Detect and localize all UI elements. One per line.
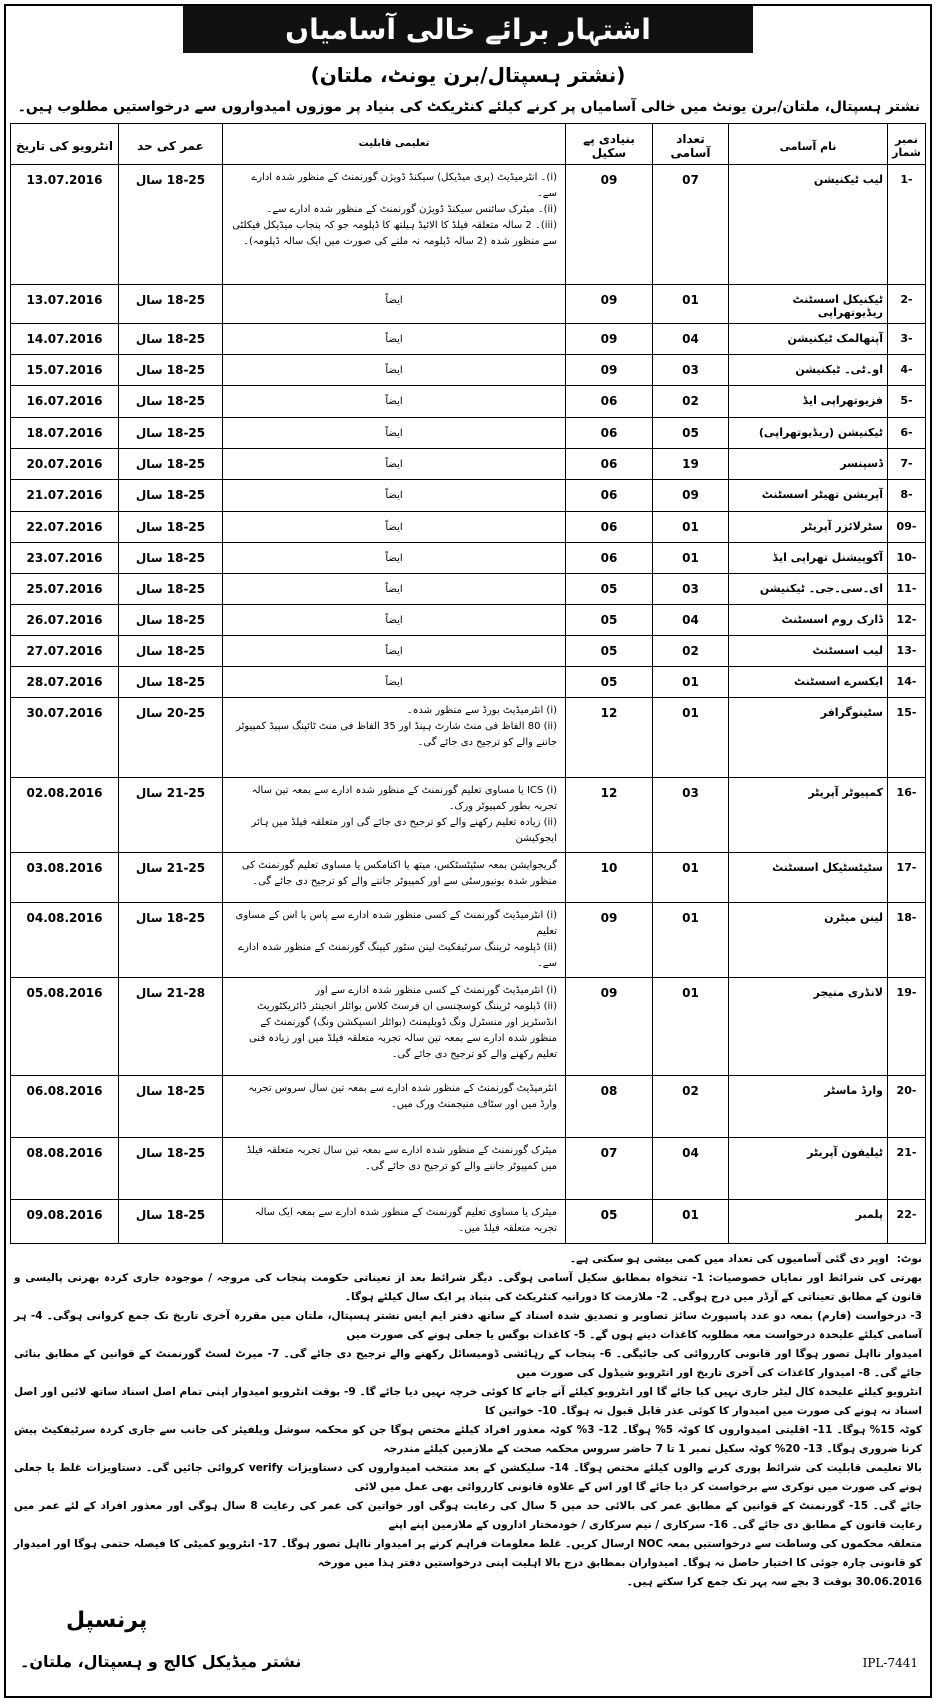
age-limit: 18-25 سال xyxy=(119,449,223,480)
table-row xyxy=(11,386,926,418)
qualification-line: (i) انٹرمیڈیٹ گورنمنٹ کے کسی منظور شدہ ادارے سے اور xyxy=(315,985,557,996)
post-name: فزیوتھراپی ایڈ xyxy=(729,386,888,418)
post-name: ڈسپنسر xyxy=(729,449,888,480)
post-count: 01 xyxy=(653,853,729,903)
post-name: وارڈ ماسٹر xyxy=(729,1076,888,1138)
interview-date: 16.07.2016 xyxy=(11,386,119,418)
serial-number: -11 xyxy=(888,574,926,605)
qualification-line: ایضاً xyxy=(385,677,403,688)
qualification xyxy=(223,355,566,386)
note-line: 3- درخواست (فارم) بمعہ دو عدد پاسپورٹ سائز تصاویر و تصدیق شدہ اسناد کے ساتھ دفتر ایم ایس نشتر ہسپتال، ملتان میں مقررہ آخری تاریخ تک جمع کروانی ہوگی۔ 4- ہر آسامی کیلئے علیحدہ درخواست معہ مطلوبہ کاغذات دینے ہوں گے۔ 5- کاغذات بوگس یا جعلی ہونے کی صورت میں xyxy=(14,1310,922,1341)
pay-scale: 09 xyxy=(566,324,653,355)
table-row xyxy=(11,778,926,853)
age-limit: 20-25 سال xyxy=(119,698,223,778)
table-row xyxy=(11,903,926,978)
serial-number: -16 xyxy=(888,778,926,853)
interview-date: 05.08.2016 xyxy=(11,978,119,1076)
qualification xyxy=(223,512,566,543)
interview-date: 28.07.2016 xyxy=(11,667,119,698)
qualification-line: ایضاً xyxy=(385,522,403,533)
notes-label: نوٹ: xyxy=(896,1253,922,1265)
post-name: ایکسرے اسسٹنٹ xyxy=(729,667,888,698)
qualification xyxy=(223,978,566,1076)
serial-number: -3 xyxy=(888,324,926,355)
qualification-line: ایضاً xyxy=(385,334,403,345)
qualification-line: ایضاً xyxy=(385,295,403,306)
table-row xyxy=(11,698,926,778)
age-limit: 21-28 سال xyxy=(119,978,223,1076)
post-count: 02 xyxy=(653,386,729,418)
interview-date: 18.07.2016 xyxy=(11,418,119,449)
signature-org: نشتر میڈیکل کالج و ہسپتال، ملتان۔ xyxy=(20,1652,302,1671)
post-count: 01 xyxy=(653,978,729,1076)
qualification-line: میٹرک یا مساوی تعلیم گورنمنٹ کے منظور شدہ ادارے سے بمعہ ایک سالہ تجربہ متعلقہ فیلڈ میں۔ xyxy=(254,1207,557,1234)
age-limit: 18-25 سال xyxy=(119,605,223,636)
qualification xyxy=(223,285,566,324)
table-row xyxy=(11,324,926,355)
qualification-line: ایضاً xyxy=(385,428,403,439)
pay-scale: 05 xyxy=(566,1200,653,1244)
post-count: 02 xyxy=(653,1076,729,1138)
interview-date: 23.07.2016 xyxy=(11,543,119,574)
serial-number: -1 xyxy=(888,165,926,285)
qualification-line: (i) انٹرمیڈیٹ بورڈ سے منظور شدہ۔ xyxy=(406,705,557,716)
pay-scale: 06 xyxy=(566,512,653,543)
serial-number: -19 xyxy=(888,978,926,1076)
post-count: 09 xyxy=(653,480,729,512)
qualification-line: میٹرک گورنمنٹ کے منظور شدہ ادارے سے بمعہ تین سال تجربہ متعلقہ فیلڈ میں کمپیوٹر جاننے والے کو ترجیح دی جائے گی۔ xyxy=(246,1145,557,1172)
pay-scale: 09 xyxy=(566,285,653,324)
post-name: آپتھالمک ٹیکنیشن xyxy=(729,324,888,355)
ad-title: اشتہار برائے خالی آسامیاں xyxy=(183,6,753,53)
qualification-line: ایضاً xyxy=(385,584,403,595)
pay-scale: 06 xyxy=(566,386,653,418)
post-count: 03 xyxy=(653,355,729,386)
age-limit: 18-25 سال xyxy=(119,324,223,355)
table-row xyxy=(11,667,926,698)
qualification xyxy=(223,605,566,636)
table-row xyxy=(11,418,926,449)
age-limit: 18-25 سال xyxy=(119,285,223,324)
interview-date: 27.07.2016 xyxy=(11,636,119,667)
note-line: جائے گی۔ 15- گورنمنٹ کے قوانین کے مطابق عمر کی بالائی حد میں 5 سال کی رعایت ہوگی اور خواتین کی عمر کی رعایت 8 سال ہوگی اور معذور افراد کے لئے عمر میں رعایت قانون کے مطابق دی جائے گی۔ 16- سرکاری / نیم سرکاری / خودمختار اداروں کے ملازمین اپنے اپنے xyxy=(14,1500,922,1531)
table-row xyxy=(11,512,926,543)
header-post-name: نام آسامی xyxy=(729,124,888,165)
qualification-line: (ii) ڈپلومہ ٹریننگ سرٹیفکیٹ لینن سٹور کیپنگ گورنمنٹ کے منظور شدہ ادارے سے۔ xyxy=(238,942,557,969)
interview-date: 08.08.2016 xyxy=(11,1138,119,1200)
qualification-line: ایضاً xyxy=(385,490,403,501)
pay-scale: 09 xyxy=(566,903,653,978)
qualification-line: ایضاً xyxy=(385,396,403,407)
qualification xyxy=(223,778,566,853)
qualification-line: ایضاً xyxy=(385,459,403,470)
table-row xyxy=(11,355,926,386)
ad-reference: IPL-7441 xyxy=(862,1656,918,1670)
pay-scale: 06 xyxy=(566,543,653,574)
qualification-line: (i) ICS یا مساوی تعلیم گورنمنٹ کے منظور شدہ ادارے سے بمعہ تین سالہ تجربہ بطور کمپیوٹر ورک۔ xyxy=(251,785,557,812)
post-name: آکوپیشنل تھراپی ایڈ xyxy=(729,543,888,574)
note-line: متعلقہ محکموں کی وساطت سے درخواستیں بمعہ NOC ارسال کریں۔ غلط معلومات فراہم کرنے پر امیدوار نااہل تصور ہوگا۔ 17- انٹرویو کمیٹی کا فیصلہ حتمی ہوگا اور امیدوار کو قانونی چارہ جوئی کا اختیار حاصل نہ ہوگا۔ امیدواران بمطابق درج بالا اہلیت اپنی درخواستیں دفتر ہذا میں مورخہ xyxy=(14,1538,923,1569)
qualification-line: (ii) ڈپلومہ ٹریننگ کوسچنسی ان فرسٹ کلاس بوائلر انجینئر ڈائریکٹوریٹ انڈسٹریز اور منسٹرل ونگ ڈویلپمنٹ (بوائلر انسپکشن ونگ) گورنمنٹ کے منظور شدہ ادارے سے بمعہ تین سالہ تجربہ متعلقہ فیلڈ میں اور زیادہ فنی تعلیم رکھنے والے کو ترجیح دی جائے گی۔ xyxy=(248,1001,557,1060)
age-limit: 18-25 سال xyxy=(119,386,223,418)
qualification xyxy=(223,667,566,698)
pay-scale: 12 xyxy=(566,778,653,853)
qualification-line: ایضاً xyxy=(385,365,403,376)
age-limit: 18-25 سال xyxy=(119,636,223,667)
pay-scale: 10 xyxy=(566,853,653,903)
age-limit: 21-25 سال xyxy=(119,853,223,903)
qualification xyxy=(223,1076,566,1138)
qualification-line: (ii)۔ میٹرک سائنس سیکنڈ ڈویژن گورنمنٹ کے منظور شدہ ادارے سے۔ xyxy=(266,204,557,215)
serial-number: -7 xyxy=(888,449,926,480)
age-limit: 18-25 سال xyxy=(119,1138,223,1200)
note-text: اوپر دی گئی آسامیوں کی تعداد میں کمی بیشی ہو سکتی ہے۔ xyxy=(569,1253,889,1265)
serial-number: -21 xyxy=(888,1138,926,1200)
vacancies-table xyxy=(10,123,926,1244)
header-posts: تعداد آسامی xyxy=(653,124,729,165)
age-limit: 18-25 سال xyxy=(119,1076,223,1138)
serial-number: -12 xyxy=(888,605,926,636)
pay-scale: 06 xyxy=(566,418,653,449)
interview-date: 22.07.2016 xyxy=(11,512,119,543)
post-count: 04 xyxy=(653,324,729,355)
post-name: پلمبر xyxy=(729,1200,888,1244)
interview-date: 21.07.2016 xyxy=(11,480,119,512)
post-name: ٹیلیفون آپریٹر xyxy=(729,1138,888,1200)
serial-number: -5 xyxy=(888,386,926,418)
post-name: سٹینوگرافر xyxy=(729,698,888,778)
table-row xyxy=(11,543,926,574)
age-limit: 18-25 سال xyxy=(119,480,223,512)
post-count: 04 xyxy=(653,1138,729,1200)
qualification-line: (ii) 80 الفاظ فی منٹ شارٹ ہینڈ اور 35 الفاظ فی منٹ ٹائپنگ سپیڈ کمپیوٹر جاننے والے کو ترجیح دی جائے گی۔ xyxy=(236,721,557,748)
post-count: 19 xyxy=(653,449,729,480)
qualification xyxy=(223,698,566,778)
serial-number: -8 xyxy=(888,480,926,512)
note-line xyxy=(14,1250,922,1269)
pay-scale: 08 xyxy=(566,1076,653,1138)
post-name: ای۔سی۔جی۔ ٹیکنیشن xyxy=(729,574,888,605)
table-row xyxy=(11,853,926,903)
post-count: 01 xyxy=(653,1200,729,1244)
table-row xyxy=(11,1076,926,1138)
qualification xyxy=(223,903,566,978)
header-serial: نمبر شمار xyxy=(888,124,926,165)
interview-date: 14.07.2016 xyxy=(11,324,119,355)
pay-scale: 07 xyxy=(566,1138,653,1200)
age-limit: 18-25 سال xyxy=(119,667,223,698)
age-limit: 18-25 سال xyxy=(119,543,223,574)
post-count: 01 xyxy=(653,543,729,574)
table-row xyxy=(11,285,926,324)
qualification xyxy=(223,636,566,667)
serial-number: -14 xyxy=(888,667,926,698)
post-count: 01 xyxy=(653,903,729,978)
serial-number: -13 xyxy=(888,636,926,667)
interview-date: 13.07.2016 xyxy=(11,165,119,285)
pay-scale: 09 xyxy=(566,165,653,285)
post-name: ڈارک روم اسسٹنٹ xyxy=(729,605,888,636)
serial-number: -2 xyxy=(888,285,926,324)
qualification-line: ایضاً xyxy=(385,646,403,657)
header-interview-date: انٹرویو کی تاریخ xyxy=(11,124,119,165)
age-limit: 18-25 سال xyxy=(119,903,223,978)
post-name: کمپیوٹر آپریٹر xyxy=(729,778,888,853)
table-row xyxy=(11,449,926,480)
qualification xyxy=(223,165,566,285)
note-line: انٹرویو کیلئے علیحدہ کال لیٹر جاری نہیں کیا جائے گا اور انٹرویو کیلئے آنے جانے کا کوئی خرچہ نہیں دیا جائے گا۔ 9- بوقت انٹرویو امیدوار اپنی تمام اصل اسناد ساتھ لائیں اور اصل اسناد نہ ہونے کی صورت میں امیدوار کا کوئی عذر قابل قبول نہ ہوگا۔ 10- خواتین کا xyxy=(14,1386,922,1417)
interview-date: 20.07.2016 xyxy=(11,449,119,480)
note-line: بالا تعلیمی قابلیت کی شرائط پوری کرنے والوں کیلئے مختص ہوگا۔ 14- سلیکشن کے بعد منتخب امیدواروں کی دستاویزات verify کروائی جائیں گی۔ دستاویزات غلط یا جعلی ہونے کی صورت میں نوکری سے برخواست کر دیا جائے گا اور اس کے علاوہ قانونی کارروائی بھی عمل میں لائی xyxy=(14,1462,923,1493)
post-count: 07 xyxy=(653,165,729,285)
pay-scale: 05 xyxy=(566,636,653,667)
post-name: لانڈری منیجر xyxy=(729,978,888,1076)
qualification xyxy=(223,480,566,512)
interview-date: 06.08.2016 xyxy=(11,1076,119,1138)
age-limit: 18-25 سال xyxy=(119,355,223,386)
signature-title: پرنسپل xyxy=(66,1608,148,1633)
interview-date: 15.07.2016 xyxy=(11,355,119,386)
qualification xyxy=(223,324,566,355)
post-count: 03 xyxy=(653,574,729,605)
pay-scale: 06 xyxy=(566,449,653,480)
post-count: 05 xyxy=(653,418,729,449)
table-row xyxy=(11,1138,926,1200)
serial-number: -15 xyxy=(888,698,926,778)
serial-number: -20 xyxy=(888,1076,926,1138)
note-line: کوٹہ 15% ہوگا۔ 11- اقلیتی امیدواروں کا کوٹہ 5% ہوگا۔ 12- 3% کوٹہ معذور افراد کیلئے مختص ہوگا جن کو محکمہ سوشل ویلفیئر کی جانب سے جاری کردہ سرٹیفکیٹ پیش کرنا ضروری ہوگا۔ 13- 20% کوٹہ سکیل نمبر 1 تا 7 حاضر سروس محکمہ صحت کے ملازمین کیلئے مندرجہ xyxy=(14,1424,922,1455)
ad-subtitle: (نشتر ہسپتال/برن یونٹ، ملتان) xyxy=(310,63,626,87)
note-line: امیدوار نااہل تصور ہوگا اور قانونی کارروائی کی جائیگی۔ 6- پنجاب کے رہائشی ڈومیسائل رکھنے والے ترجیح دی جائے گی۔ 7- میرٹ لسٹ گورنمنٹ کے قوانین کے مطابق بنائی جائے گی۔ 8- امیدوار کاغذات کی آخری تاریخ اور انٹرویو شیڈول کی صورت میں xyxy=(14,1348,922,1379)
post-name: لیب اسسٹنٹ xyxy=(729,636,888,667)
page-border xyxy=(4,4,932,1698)
pay-scale: 09 xyxy=(566,978,653,1076)
serial-number: -18 xyxy=(888,903,926,978)
post-count: 01 xyxy=(653,698,729,778)
pay-scale: 09 xyxy=(566,355,653,386)
qualification-line: (ii) زیادہ تعلیم رکھنے والے کو ترجیح دی جائے گی اور متعلقہ فیلڈ میں ہائر ایجوکیشن xyxy=(251,817,557,844)
header-age: عمر کی حد xyxy=(119,124,223,165)
interview-date: 26.07.2016 xyxy=(11,605,119,636)
serial-number: -6 xyxy=(888,418,926,449)
qualification xyxy=(223,853,566,903)
note-line: بھرتی کی شرائط اور نمایاں خصوصیات: 1- تنخواہ بمطابق سکیل آسامی ہوگی۔ دیگر شرائط بعد از تعیناتی حکومت پنجاب کی مروجہ / موجودہ جاری کردہ بھرتی پالیسی و قانون کے مطابق تعیناتی کے آرڈر میں درج ہوگی۔ 2- ملازمت کا دورانیہ کنٹریکٹ کی بنیاد پر ایک سال کیلئے ہوگا۔ xyxy=(14,1272,922,1303)
age-limit: 18-25 سال xyxy=(119,418,223,449)
qualification-line: (i)۔ انٹرمیڈیٹ (پری میڈیکل) سیکنڈ ڈویژن گورنمنٹ کے منظور شدہ ادارے سے۔ xyxy=(251,172,557,199)
age-limit: 18-25 سال xyxy=(119,574,223,605)
table-header xyxy=(11,124,926,165)
footer xyxy=(10,1606,926,1686)
interview-date: 25.07.2016 xyxy=(11,574,119,605)
post-name: سٹرلائزر آپریٹر xyxy=(729,512,888,543)
table-row xyxy=(11,978,926,1076)
post-name: لیب ٹیکنیشن xyxy=(729,165,888,285)
serial-number: -09 xyxy=(888,512,926,543)
table-row xyxy=(11,165,926,285)
qualification-line: ایضاً xyxy=(385,553,403,564)
serial-number: -10 xyxy=(888,543,926,574)
header-qualification: تعلیمی قابلیت xyxy=(223,124,566,165)
header-scale: بنیادی پے سکیل xyxy=(566,124,653,165)
notes-section xyxy=(10,1250,926,1592)
table-row xyxy=(11,480,926,512)
pay-scale: 05 xyxy=(566,574,653,605)
pay-scale: 12 xyxy=(566,698,653,778)
table-row xyxy=(11,1200,926,1244)
qualification xyxy=(223,418,566,449)
post-name: سٹیٹسٹیکل اسسٹنٹ xyxy=(729,853,888,903)
qualification xyxy=(223,386,566,418)
qualification-line: ایضاً xyxy=(385,615,403,626)
qualification xyxy=(223,1138,566,1200)
note-line: 30.06.2016 بوقت 3 بجے سہ پہر تک جمع کرا سکتے ہیں۔ xyxy=(626,1576,922,1588)
serial-number: -17 xyxy=(888,853,926,903)
post-count: 01 xyxy=(653,667,729,698)
post-name: ٹیکنیشن (ریڈیوتھراپی) xyxy=(729,418,888,449)
table-row xyxy=(11,574,926,605)
interview-date: 03.08.2016 xyxy=(11,853,119,903)
interview-date: 04.08.2016 xyxy=(11,903,119,978)
interview-date: 13.07.2016 xyxy=(11,285,119,324)
qualification xyxy=(223,449,566,480)
pay-scale: 06 xyxy=(566,480,653,512)
interview-date: 30.07.2016 xyxy=(11,698,119,778)
qualification-line: (iii)۔ 2 سالہ متعلقہ فیلڈ کا الائیڈ ہیلتھ کا ڈپلومہ جو کہ پنجاب میڈیکل فیکلٹی سے منظور شدہ (2 سالہ ڈپلومہ نہ ملنے کی صورت میں ایک سالہ ڈپلومہ)۔ xyxy=(232,220,557,247)
serial-number: -22 xyxy=(888,1200,926,1244)
qualification-line: گریجوایشن بمعہ سٹیٹسٹکس، میتھ یا اکنامکس یا مساوی تعلیم گورنمنٹ کی منظور شدہ یونیورسٹی سے اور کمپیوٹر جاننے والے کو ترجیح دی جائے گی۔ xyxy=(241,860,557,887)
age-limit: 18-25 سال xyxy=(119,1200,223,1244)
post-count: 01 xyxy=(653,512,729,543)
post-count: 02 xyxy=(653,636,729,667)
qualification xyxy=(223,1200,566,1244)
age-limit: 18-25 سال xyxy=(119,512,223,543)
intro-text: نشتر ہسپتال، ملتان/برن یونٹ میں خالی آسامیاں پر کرنے کیلئے کنٹریکٹ کی بنیاد پر موزوں امیدواروں سے درخواستیں مطلوب ہیں۔ xyxy=(17,99,920,115)
post-name: ٹیکنیکل اسسٹنٹ ریڈیوتھراپی xyxy=(729,285,888,324)
age-limit: 21-25 سال xyxy=(119,778,223,853)
pay-scale: 05 xyxy=(566,667,653,698)
interview-date: 02.08.2016 xyxy=(11,778,119,853)
post-count: 04 xyxy=(653,605,729,636)
qualification xyxy=(223,543,566,574)
post-name: آپریشن تھیٹر اسسٹنٹ xyxy=(729,480,888,512)
post-count: 03 xyxy=(653,778,729,853)
table-row xyxy=(11,605,926,636)
qualification-line: انٹرمیڈیٹ گورنمنٹ کے منظور شدہ ادارے سے بمعہ تین سال سروس تجربہ وارڈ میں اور سٹاف منیجمنٹ ورک میں۔ xyxy=(248,1083,557,1110)
table-row xyxy=(11,636,926,667)
age-limit: 18-25 سال xyxy=(119,165,223,285)
post-count: 01 xyxy=(653,285,729,324)
qualification-line: (i) انٹرمیڈیٹ گورنمنٹ کے کسی منظور شدہ ادارے سے پاس یا اس کے مساوی تعلیم xyxy=(235,910,557,937)
post-name: لینن میٹرن xyxy=(729,903,888,978)
interview-date: 09.08.2016 xyxy=(11,1200,119,1244)
serial-number: -4 xyxy=(888,355,926,386)
pay-scale: 05 xyxy=(566,605,653,636)
qualification xyxy=(223,574,566,605)
post-name: او۔ٹی۔ ٹیکنیشن xyxy=(729,355,888,386)
